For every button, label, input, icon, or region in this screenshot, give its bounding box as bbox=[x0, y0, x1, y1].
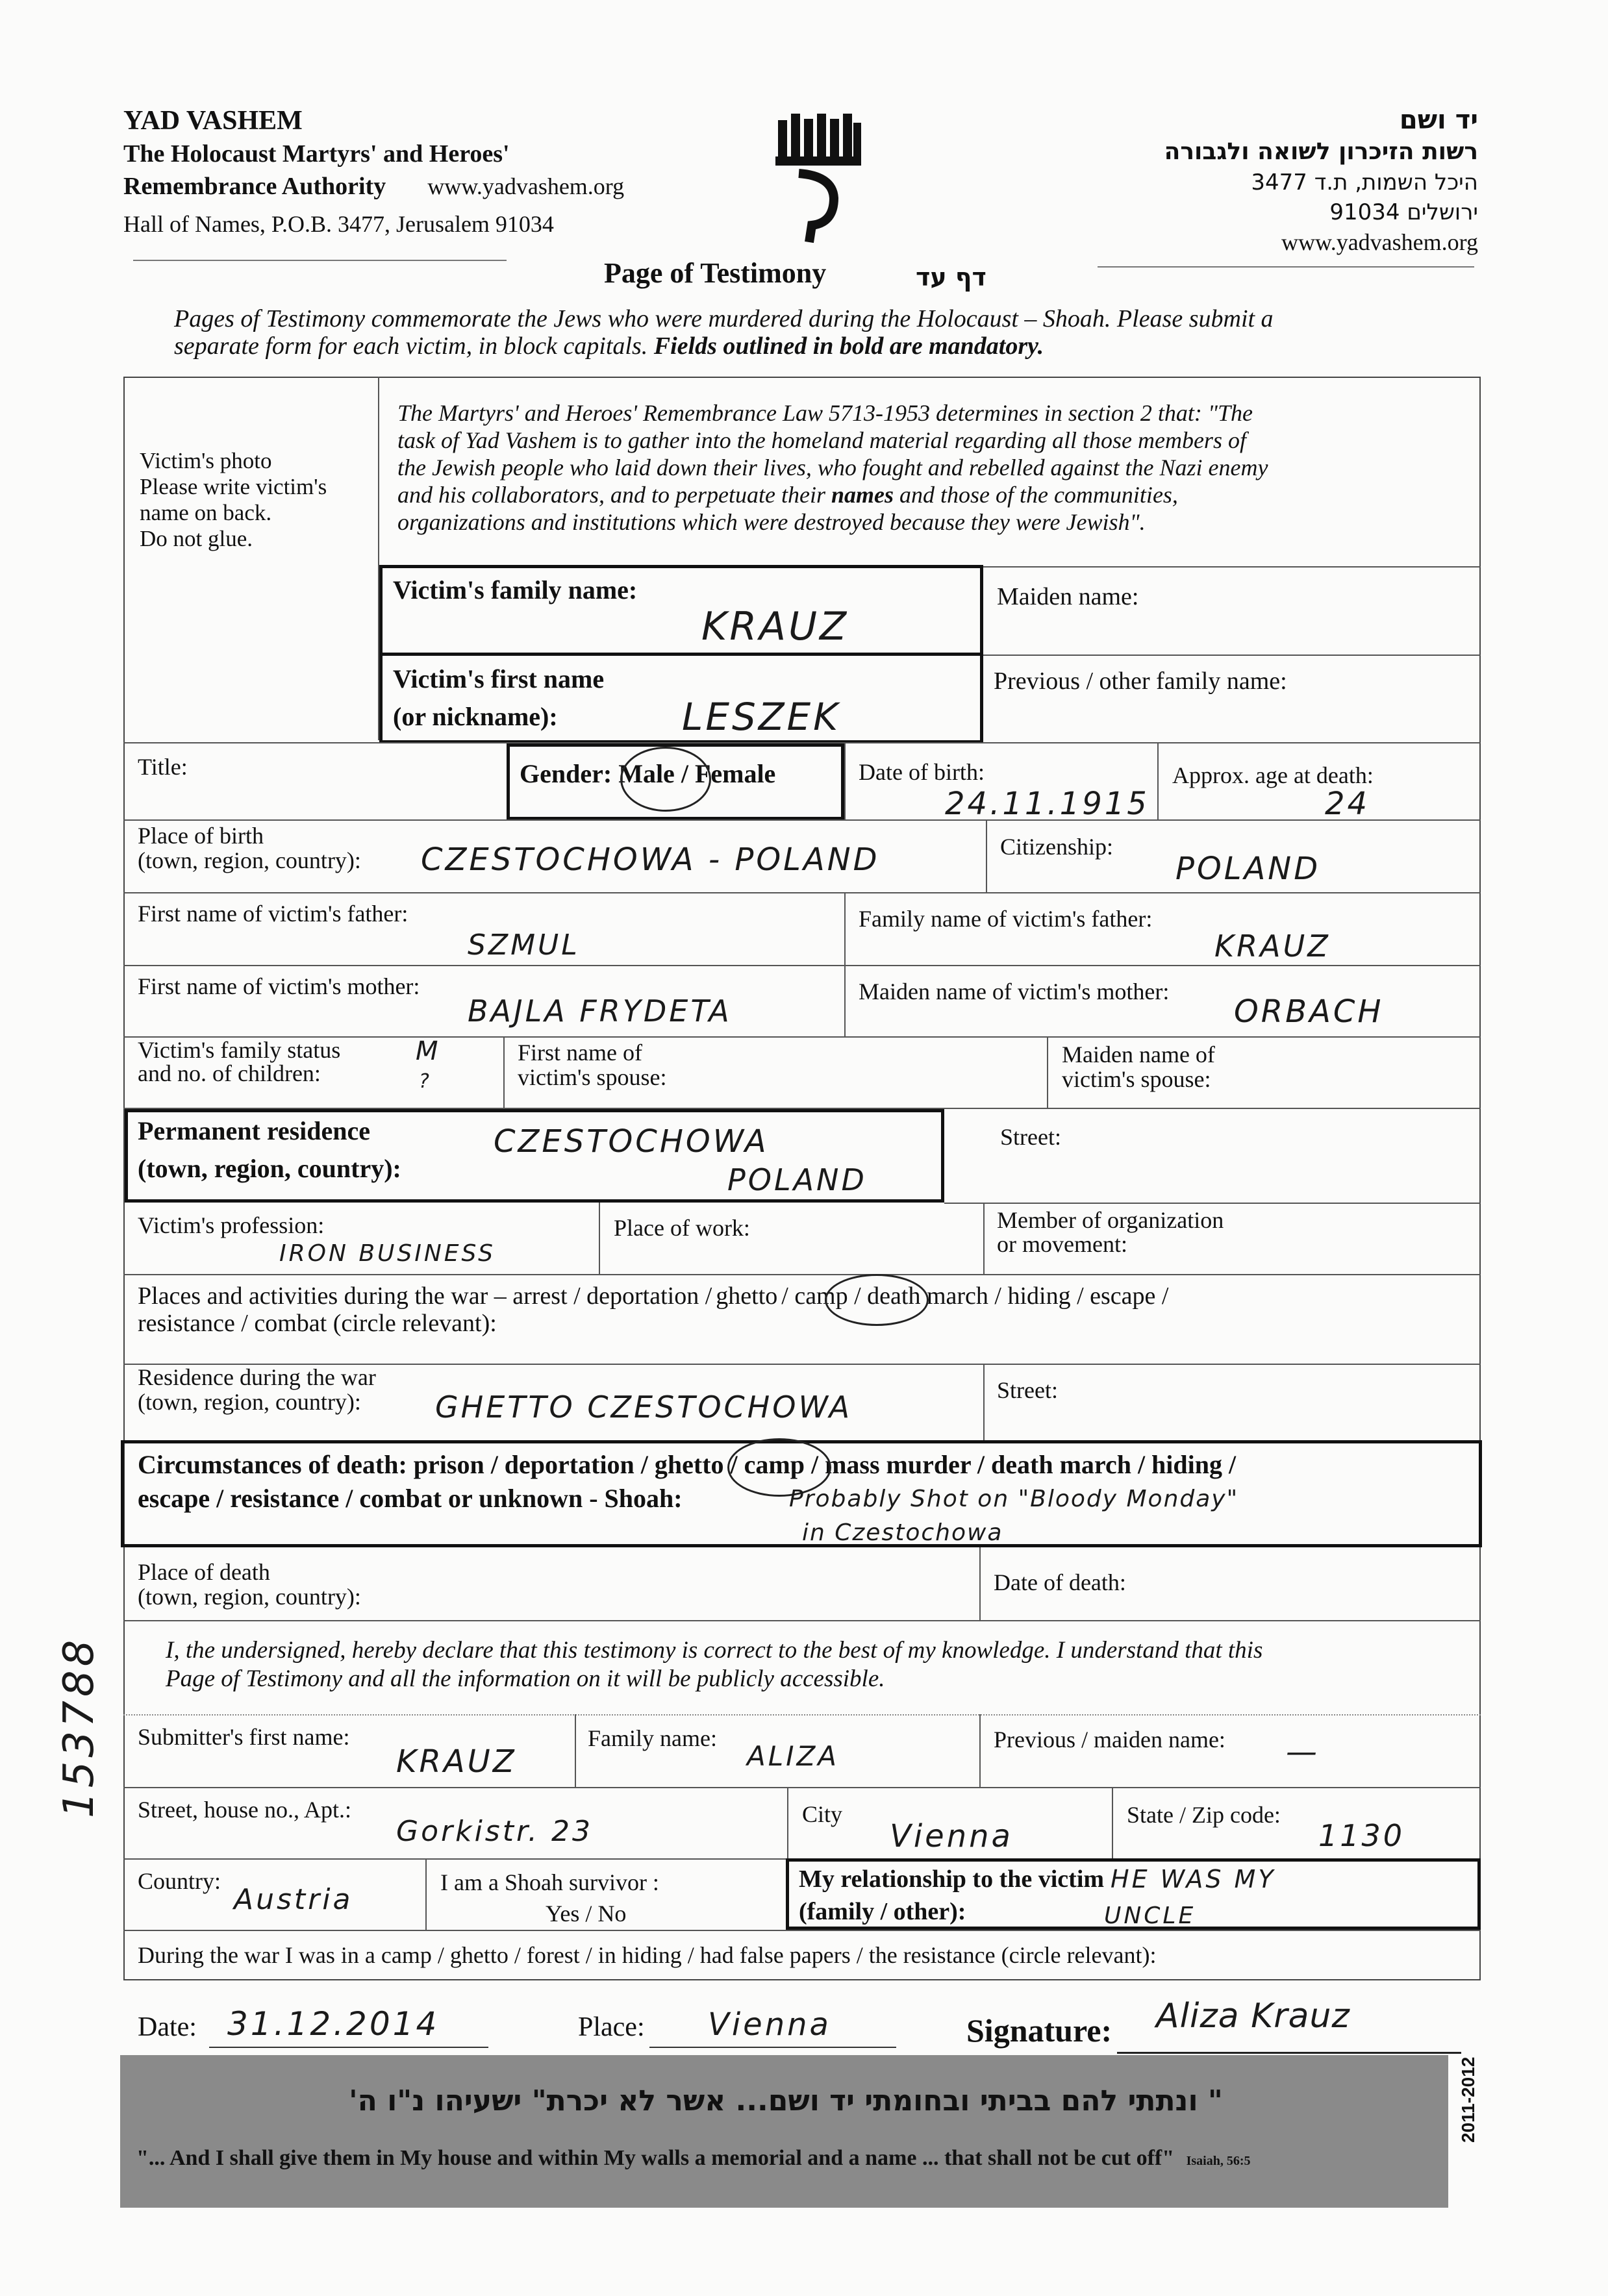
circ-label1: Circumstances of death: prison / deportation / ghetto / camp / mass murder / death march / hiding / bbox=[138, 1450, 1237, 1479]
country-label: Country: bbox=[138, 1868, 221, 1894]
divider-survivor bbox=[425, 1858, 427, 1931]
dob-value: 24.11.1915 bbox=[945, 786, 1149, 822]
org-name: YAD VASHEM bbox=[123, 106, 303, 136]
place-underline bbox=[649, 2047, 896, 2048]
place-label: Place: bbox=[578, 2012, 645, 2042]
places-ghetto-option[interactable]: ghetto bbox=[716, 1282, 778, 1310]
title-label: Title: bbox=[138, 754, 188, 780]
workplace-label: Place of work: bbox=[614, 1215, 750, 1241]
pod-label2: (town, region, country): bbox=[138, 1584, 361, 1610]
residence-value2: POLAND bbox=[727, 1162, 867, 1197]
dob-label: Date of birth: bbox=[859, 759, 985, 785]
law-line4-row bbox=[397, 481, 1469, 508]
heb-name: יד ושם bbox=[1399, 105, 1478, 135]
children-value: ? bbox=[419, 1070, 432, 1093]
circ-value1: Probably Shot on "Bloody Monday" bbox=[789, 1486, 1239, 1512]
spouse-first-label2: victim's spouse: bbox=[518, 1064, 667, 1090]
pod-label1: Place of death bbox=[138, 1559, 270, 1585]
mother-maiden-value: ORBACH bbox=[1234, 993, 1384, 1030]
war-res-value: GHETTO CZESTOCHOWA bbox=[435, 1390, 853, 1425]
law-line2: task of Yad Vashem is to gather into the homeland material regarding all those members of bbox=[397, 427, 1246, 453]
margin-number: 153788 bbox=[55, 1636, 103, 1818]
circ-label2: escape / resistance / combat or unknown - Shoah: bbox=[138, 1484, 683, 1513]
org-line2: The Holocaust Martyrs' and Heroes' bbox=[123, 140, 510, 168]
city-label: City bbox=[802, 1801, 843, 1827]
divider-dob bbox=[844, 742, 846, 820]
footer-english-quote: "... And I shall give them in My house and within My walls a memorial and a name ... that shall not be cut off" bbox=[136, 2146, 1175, 2170]
divider-sub-family bbox=[575, 1714, 576, 1787]
divider-member bbox=[983, 1203, 985, 1274]
footer-english-row bbox=[136, 2146, 1448, 2171]
footer-ref: Isaiah, 56:5 bbox=[1186, 2154, 1251, 2168]
website-right: www.yadvashem.org bbox=[1281, 229, 1478, 255]
places-line1-row bbox=[138, 1282, 1168, 1310]
residence-label1: Permanent residence bbox=[138, 1116, 371, 1145]
intro-line2: separate form for each victim, in block capitals. bbox=[174, 332, 654, 360]
gender-label: Gender: bbox=[520, 759, 612, 788]
heb-line2: רשות הזיכרון לשואה ולגבורה bbox=[1164, 138, 1478, 165]
divider-war-street bbox=[983, 1364, 985, 1441]
citizenship-value: POLAND bbox=[1175, 851, 1321, 887]
yad-vashem-logo bbox=[773, 114, 864, 243]
ghetto-circle bbox=[825, 1274, 929, 1326]
footer-hebrew-quote: " ונתתי להם בביתי ובחומתי יד ושם... אשר לא יכרת" ישעיהו נ"ו ה' bbox=[349, 2084, 1223, 2117]
address-left: Hall of Names, P.O.B. 3477, Jerusalem 91034 bbox=[123, 211, 554, 237]
age-value: 24 bbox=[1325, 786, 1370, 822]
state-label: State / Zip code: bbox=[1127, 1802, 1281, 1828]
father-first-label: First name of victim's father: bbox=[138, 901, 408, 927]
gender-male-option[interactable]: Male bbox=[618, 759, 675, 788]
places-label-b: / camp / death march / hiding / escape / bbox=[781, 1282, 1169, 1310]
residence-label2: (town, region, country): bbox=[138, 1154, 401, 1183]
spouse-maiden-label1: Maiden name of bbox=[1062, 1042, 1215, 1067]
mother-maiden-label: Maiden name of victim's mother: bbox=[859, 979, 1170, 1004]
war-street-label: Street: bbox=[997, 1377, 1058, 1403]
header-rule-right bbox=[1098, 266, 1474, 268]
gender-female-option[interactable]: Female bbox=[694, 759, 776, 788]
divider-father bbox=[844, 892, 846, 965]
spouse-first-label1: First name of bbox=[518, 1040, 642, 1066]
maiden-name-label: Maiden name: bbox=[997, 583, 1139, 610]
mother-first-value: BAJLA FRYDETA bbox=[468, 993, 732, 1029]
street-house-label: Street, house no., Apt.: bbox=[138, 1797, 351, 1823]
footer-band bbox=[120, 2055, 1448, 2208]
photo-line1: Victim's photo bbox=[140, 448, 272, 473]
residence-value1: CZESTOCHOWA bbox=[494, 1123, 769, 1160]
city-value: Vienna bbox=[890, 1818, 1013, 1854]
divider-sub-prev bbox=[979, 1714, 981, 1787]
father-first-value: SZMUL bbox=[468, 929, 580, 962]
family-name-label: Victim's family name: bbox=[393, 575, 638, 605]
org-line3: Remembrance Authority bbox=[123, 173, 386, 200]
rule-during-war bbox=[123, 1930, 1481, 1931]
sub-prev-value: — bbox=[1286, 1734, 1320, 1770]
family-status-label2: and no. of children: bbox=[138, 1060, 321, 1086]
previous-name-label: Previous / other family name: bbox=[994, 668, 1287, 695]
war-res-label1: Residence during the war bbox=[138, 1364, 376, 1390]
heb-line4: ירושלים 91034 bbox=[1329, 199, 1478, 225]
sub-family-label: Family name: bbox=[588, 1725, 717, 1751]
place-value: Vienna bbox=[708, 2006, 831, 2043]
org-block-english bbox=[123, 104, 708, 240]
family-name-value: KRAUZ bbox=[701, 604, 849, 649]
rule-places bbox=[123, 1274, 1481, 1275]
circ-value2: in Czestochowa bbox=[802, 1519, 1003, 1546]
gender-separator: / bbox=[681, 759, 688, 788]
pob-value: CZESTOCHOWA - POLAND bbox=[421, 842, 880, 878]
places-activities[interactable] bbox=[138, 1282, 1168, 1337]
law-line3: the Jewish people who laid down their lives, who fought and rebelled against the Nazi enemy bbox=[397, 455, 1268, 480]
survivor-options[interactable]: Yes / No bbox=[546, 1901, 627, 1927]
rule-declaration bbox=[123, 1620, 1481, 1621]
street-house-value: Gorkistr. 23 bbox=[396, 1815, 593, 1848]
pob-label1: Place of birth bbox=[138, 823, 264, 849]
age-label: Approx. age at death: bbox=[1172, 762, 1374, 788]
profession-value: IRON BUSINESS bbox=[279, 1240, 496, 1267]
country-value: Austria bbox=[234, 1883, 353, 1916]
photo-line3: name on back. bbox=[140, 500, 272, 525]
family-status-value: M bbox=[416, 1036, 441, 1066]
declaration-line1: I, the undersigned, hereby declare that this testimony is correct to the best of my knowledge. I understand that this bbox=[166, 1637, 1263, 1664]
rule-mother bbox=[123, 965, 1481, 966]
rule-street bbox=[123, 1787, 1481, 1788]
photo-box[interactable] bbox=[140, 448, 367, 552]
signature-underline bbox=[1117, 2052, 1461, 2054]
survivor-label1: I am a Shoah survivor : bbox=[440, 1869, 659, 1895]
law-line1: The Martyrs' and Heroes' Remembrance Law 5713-1953 determines in section 2 that: "The bbox=[397, 400, 1253, 426]
member-label2: or movement: bbox=[997, 1231, 1127, 1257]
first-name-label1: Victim's first name bbox=[393, 664, 605, 693]
form-years: 2011-2012 bbox=[1458, 2056, 1478, 2143]
gender-male-circle bbox=[620, 747, 711, 812]
divider-spouse-maiden bbox=[1047, 1036, 1048, 1108]
mother-first-label: First name of victim's mother: bbox=[138, 973, 420, 999]
intro-line1: Pages of Testimony commemorate the Jews who were murdered during the Holocaust – Shoah. Please submit a bbox=[174, 305, 1274, 332]
places-label2: resistance / combat (circle relevant): bbox=[138, 1310, 497, 1337]
sub-prev-label: Previous / maiden name: bbox=[994, 1727, 1225, 1753]
signature-value: Aliza Krauz bbox=[1156, 1997, 1350, 2036]
photo-line4: Do not glue. bbox=[140, 526, 253, 551]
street-label: Street: bbox=[1000, 1124, 1061, 1150]
war-res-label2: (town, region, country): bbox=[138, 1389, 361, 1415]
relationship-label1: My relationship to the victim bbox=[799, 1866, 1105, 1893]
pob-label2: (town, region, country): bbox=[138, 847, 361, 873]
declaration-line2: Page of Testimony and all the information on it will be publicly accessible. bbox=[166, 1666, 885, 1692]
rule-first-name bbox=[983, 655, 1481, 656]
family-status-label1: Victim's family status bbox=[138, 1037, 341, 1063]
sub-family-value: ALIZA bbox=[747, 1740, 840, 1772]
menorah-logo-icon bbox=[773, 114, 864, 243]
page-title: Page of Testimony bbox=[604, 257, 827, 289]
relationship-value2: UNCLE bbox=[1104, 1903, 1196, 1929]
date-value: 31.12.2014 bbox=[227, 2005, 440, 2043]
law-line5: organizations and institutions which were destroyed because they were Jewish". bbox=[397, 509, 1146, 535]
sub-first-label: Submitter's first name: bbox=[138, 1724, 350, 1750]
relationship-label2: (family / other): bbox=[799, 1898, 966, 1925]
heb-line3: היכל השמות, ת.ד 3477 bbox=[1251, 169, 1478, 195]
header-rule-left bbox=[133, 260, 507, 261]
law-names-bold: names bbox=[831, 482, 894, 508]
spouse-maiden-label2: victim's spouse: bbox=[1062, 1066, 1211, 1092]
website-left: www.yadvashem.org bbox=[427, 173, 625, 199]
during-war-label[interactable]: During the war I was in a camp / ghetto / forest / in hiding / had false papers / the resistance (circle relevant): bbox=[138, 1942, 1157, 1968]
profession-label: Victim's profession: bbox=[138, 1212, 325, 1238]
page-title-hebrew: דף עד bbox=[916, 263, 986, 292]
org-line3-row bbox=[123, 170, 708, 208]
divider-state bbox=[1112, 1787, 1113, 1858]
divider-dod bbox=[979, 1547, 981, 1620]
relationship-value1: HE WAS MY bbox=[1111, 1865, 1276, 1893]
divider-spouse bbox=[503, 1036, 505, 1108]
rule-father bbox=[123, 892, 1481, 893]
date-underline bbox=[209, 2047, 488, 2048]
declaration bbox=[166, 1636, 1464, 1693]
signature-label: Signature: bbox=[966, 2012, 1112, 2049]
law-text bbox=[397, 399, 1469, 536]
dod-label: Date of death: bbox=[994, 1569, 1126, 1595]
divider-workplace bbox=[599, 1203, 600, 1274]
divider-age bbox=[1157, 742, 1159, 820]
sub-first-value: KRAUZ bbox=[396, 1743, 517, 1780]
intro-mandatory-note: Fields outlined in bold are mandatory. bbox=[653, 332, 1044, 360]
law-line4c: and those of the communities, bbox=[893, 482, 1178, 508]
date-label: Date: bbox=[138, 2012, 197, 2042]
first-name-value: LESZEK bbox=[682, 695, 841, 739]
intro-line2-row bbox=[174, 332, 1473, 360]
divider-city bbox=[787, 1787, 788, 1858]
father-family-label: Family name of victim's father: bbox=[859, 906, 1153, 932]
citizenship-label: Citizenship: bbox=[1000, 834, 1113, 860]
rule-profession bbox=[944, 1203, 1481, 1204]
divider-mother bbox=[844, 965, 846, 1036]
places-label-a: Places and activities during the war – arrest / deportation / bbox=[138, 1282, 712, 1310]
intro-text bbox=[174, 305, 1473, 360]
rule-submitter bbox=[123, 1714, 1481, 1716]
father-family-value: KRAUZ bbox=[1214, 929, 1331, 964]
rule-pob bbox=[123, 819, 1481, 821]
member-label1: Member of organization bbox=[997, 1207, 1224, 1233]
law-line4a: and his collaborators, and to perpetuate their bbox=[397, 482, 831, 508]
first-name-label2: (or nickname): bbox=[393, 702, 558, 731]
state-value: 1130 bbox=[1318, 1818, 1405, 1853]
org-block-hebrew bbox=[1024, 104, 1478, 257]
divider-citizenship bbox=[986, 819, 987, 892]
photo-line2: Please write victim's bbox=[140, 474, 327, 499]
